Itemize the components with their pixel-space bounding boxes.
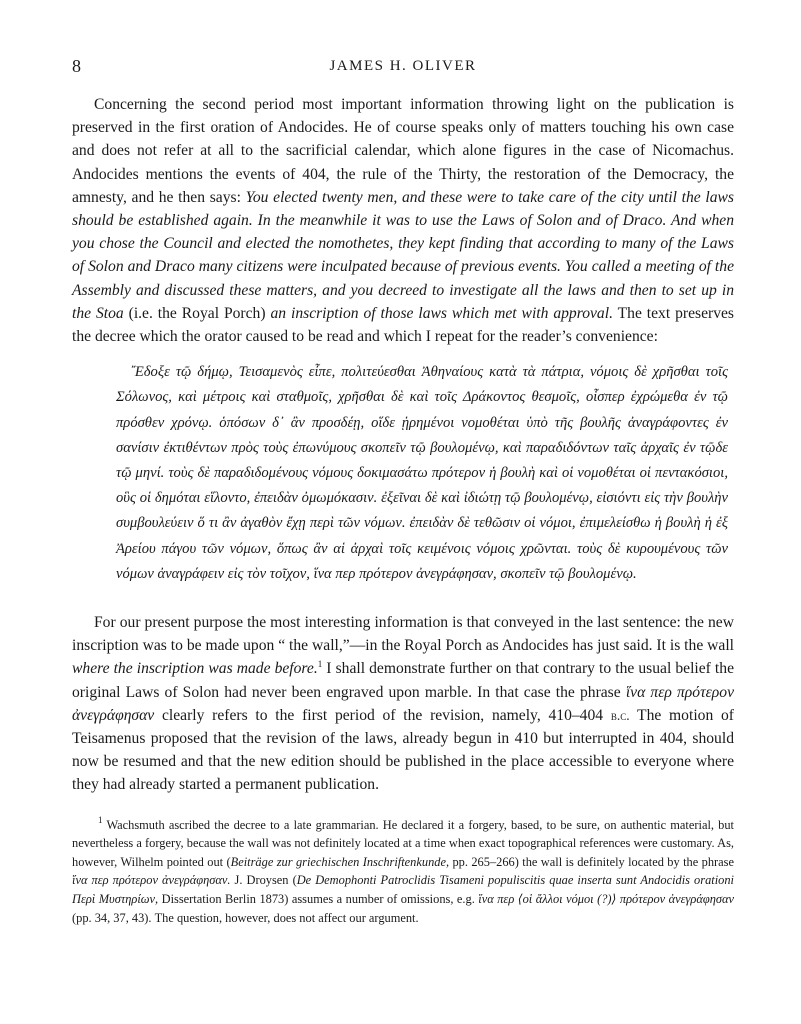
footnote-text-2: pp. 265–266) the wall is definitely located by the phrase bbox=[449, 854, 734, 869]
andocides-quote: You elected twenty men, and these were to take care of the city until the laws should be established again. In the meanwhile it was to use the Laws of Solon and of Draco. And when you chose the Council and elected the nomothetes, they kept finding that according to many of the Laws of Solon and Draco many citizens were inculpated because of previous events. You called a meeting of the Assembly and discussed these matters, and you decreed to investigate all the laws and then to set up in the Stoa bbox=[72, 188, 734, 322]
intro-text-3: The text preserves the decree which the orator caused to be read and which I repeat for the reader’s convenience: bbox=[72, 304, 734, 346]
footnote-greek-1: ἵνα περ πρότερον ἀνεγράφησαν. bbox=[72, 873, 231, 888]
era-abbrev: b.c. bbox=[610, 707, 630, 723]
discussion-text-1: For our present purpose the most interesting information is that conveyed in the last sentence: the new inscription was to be made upon “ the wall,”—in the Royal Porch as Andocides has just said. It is the wall bbox=[72, 614, 734, 655]
footnote-text-1: Wachsmuth ascribed the decree to a late grammarian. He declared it a forgery, based, to be sure, on authentic material, but nevertheless a forgery, because the wall was not definitely located at a time when exact topographical references were customary. As, however, Wilhelm pointed out ( bbox=[72, 817, 734, 869]
footnote-text-4: Dissertation Berlin 1873) assumes a number of omissions, e.g. bbox=[158, 892, 479, 907]
footnote-reference[interactable]: 1 bbox=[317, 659, 323, 670]
footnotes bbox=[72, 816, 734, 928]
decree-quote: ῎Εδοξε τῷ δήμῳ, Τεισαμενὸς εἶπε, πολιτεύεσθαι Ἀθηναίους κατὰ τὰ πάτρια, νόμοις δὲ χρῆσθαι τοῖς Σόλωνος, καὶ μέτροις καὶ σταθμοῖς, χρῆσθαι δὲ καὶ τοῖς Δράκοντος θεσμοῖς, οἷσπερ ἐχρώμεθα ἐν τῷ πρόσθεν χρόνῳ. ὁπόσων δ᾽ ἂν προσδέῃ, οἵδε ᾑρημένοι νομοθέται ὑπὸ τῆς βουλῆς ἀναγράφοντες ἐν σανίσιν ἐκτιθέντων πρὸς τοὺς ἐπωνύμους σκοπεῖν τῷ βουλομένῳ, καὶ παραδιδόντων ταῖς ἀρχαῖς ἐν τῷδε τῷ μηνί. τοὺς δὲ παραδιδομένους νόμους δοκιμασάτω πρότερον ἡ βουλὴ καὶ οἱ νομοθέται οἱ πεντακόσιοι, οὓς οἱ δημόται εἵλοντο, ἐπειδὰν ὀμωμόκασιν. ἐξεῖναι δὲ καὶ ἰδιώτῃ τῷ βουλομένῳ, εἰσιόντι εἰς τὴν βουλὴν συμβουλεύειν ὅ τι ἂν ἀγαθὸν ἔχῃ περὶ τῶν νόμων. ἐπειδὰν δὲ τεθῶσιν οἱ νόμοι, ἐπιμελείσθω ἡ βουλὴ ἡ ἐξ Ἀρείου πάγου τῶν νόμων, ὅπως ἂν αἱ ἀρχαὶ τοῖς κειμένοις νόμοις χρῶνται. τοὺς δὲ κυρουμένους τῶν νόμων ἀναγράφειν εἰς τὸν τοῖχον, ἵνα περ πρότερον ἀνεγράφησαν, σκοπεῖν τῷ βουλομένῳ. bbox=[116, 364, 728, 582]
discussion-text-3: clearly refers to the first period of the revision, namely, 410–404 bbox=[154, 706, 611, 724]
footnote-mark: 1 bbox=[98, 814, 103, 825]
page-header bbox=[72, 56, 734, 82]
footnote-1 bbox=[72, 816, 734, 928]
discussion-paragraph bbox=[72, 611, 734, 797]
andocides-quote-end: an inscription of those laws which met with approval. bbox=[270, 304, 613, 322]
footnote-title-wilhelm: Beiträge zur griechischen Inschriftenkunde, bbox=[230, 854, 450, 869]
page bbox=[72, 56, 734, 927]
emphasis-phrase: where the inscription was made before. bbox=[72, 660, 318, 678]
intro-paragraph bbox=[72, 93, 734, 348]
footnote-greek-2: ἵνα περ ⟨οἱ ἄλλοι νόμοι (?)⟩ πρότερον ἀνεγράφησαν bbox=[478, 892, 734, 907]
footnote-title-droysen: De Demophonti Patroclidis Tisameni populiscitis quae inserta sunt Andocidis orationi Περὶ Μυστηρίων, bbox=[72, 873, 734, 907]
running-title: JAMES H. OLIVER bbox=[329, 58, 477, 74]
discussion-text-2: I shall demonstrate further on that contrary to the usual belief the original Laws of Solon had never been engraved upon marble. In that case the phrase bbox=[72, 660, 734, 701]
discussion-text-4: The motion of Teisamenus proposed that the revision of the laws, already begun in 410 but interrupted in 404, should now be resumed and that the new edition should be published in the place accessible to everyone where they had already started a permanent publication. bbox=[72, 706, 734, 794]
footnote-text-5: (pp. 34, 37, 43). The question, however, does not affect our argument. bbox=[72, 910, 419, 925]
footnote-text-3: J. Droysen ( bbox=[230, 873, 297, 888]
greek-phrase: ἵνα περ πρότερον ἀνεγράφησαν bbox=[72, 683, 734, 724]
intro-text-2: (i.e. the Royal Porch) bbox=[123, 304, 271, 322]
page-number: 8 bbox=[72, 56, 81, 76]
intro-text-1: Concerning the second period most important information throwing light on the publication is preserved in the first oration of Andocides. He of course speaks only of matters touching his own case and does not refer at all to the sacrificial calendar, which alone figures in the case of Nicomachus. Andocides mentions the events of 404, the rule of the Thirty, the restoration of the Democracy, the amnesty, and he then says: bbox=[72, 96, 734, 206]
